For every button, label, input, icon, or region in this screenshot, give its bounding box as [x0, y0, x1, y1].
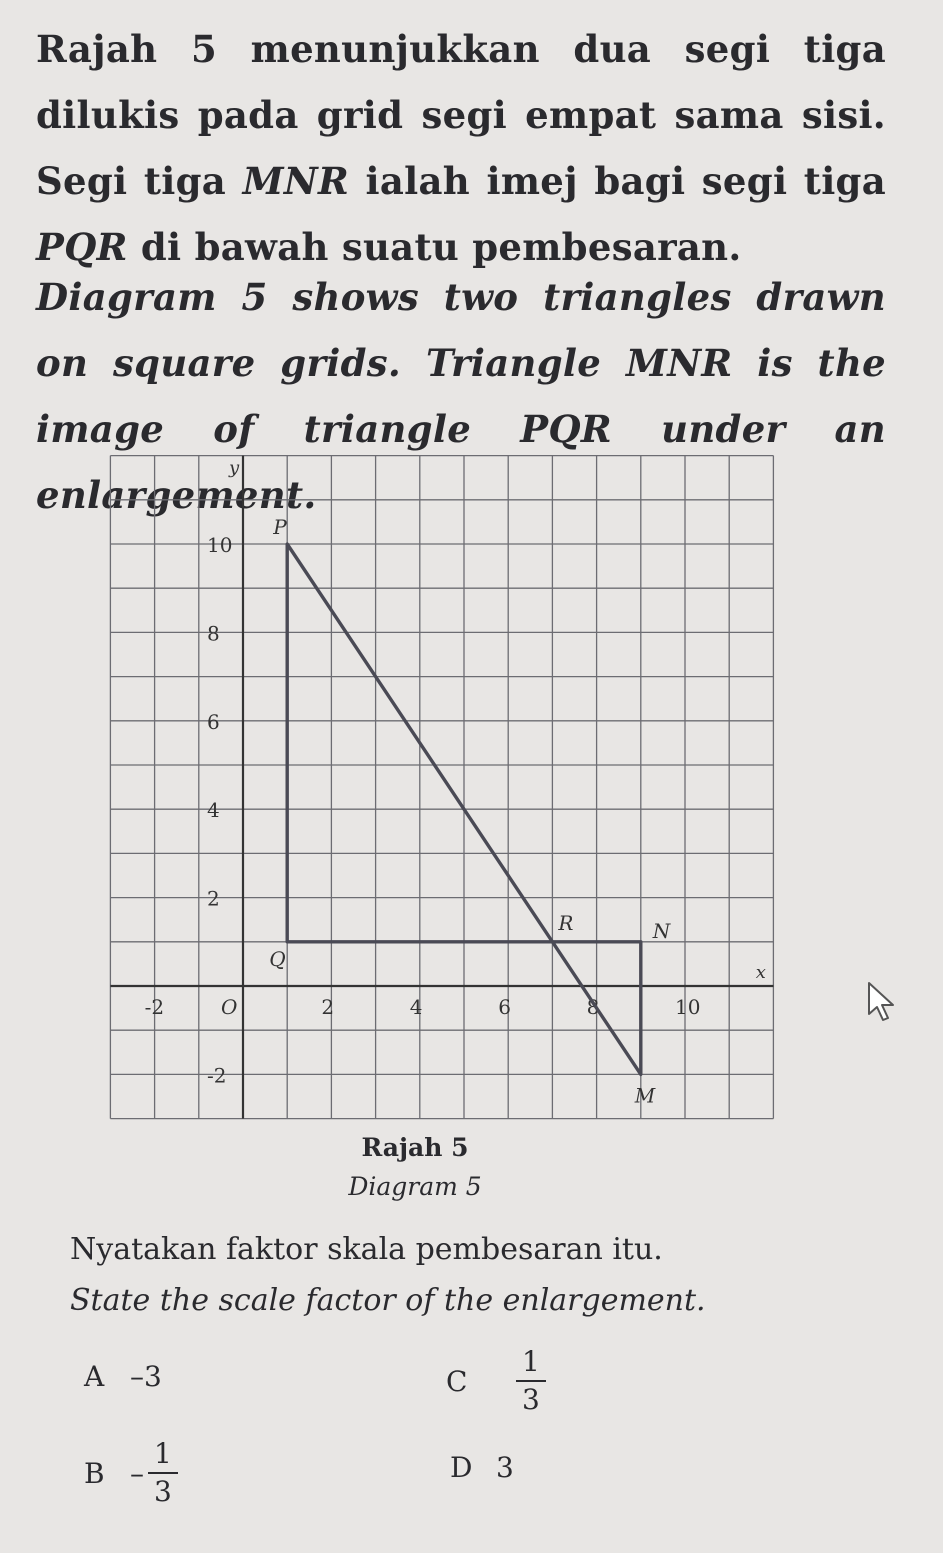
option-b-numerator: 1 — [148, 1440, 178, 1474]
option-c-numerator: 1 — [516, 1348, 546, 1382]
y-tick-label: -2 — [207, 1063, 227, 1088]
vertex-label-n: N — [652, 918, 671, 943]
y-axis-label: y — [229, 457, 240, 479]
intro-malay — [36, 16, 886, 280]
option-c[interactable] — [446, 1345, 546, 1416]
option-d[interactable] — [450, 1451, 514, 1484]
x-tick-label: 6 — [498, 995, 511, 1019]
x-tick-label: 2 — [321, 995, 335, 1019]
option-b[interactable] — [84, 1437, 178, 1508]
origin-label: O — [221, 995, 238, 1019]
x-tick-label: 8 — [586, 995, 600, 1019]
option-d-value: 3 — [496, 1451, 514, 1484]
triangle-label-mnr: MNR — [242, 159, 350, 203]
x-axis-label: x — [755, 962, 766, 983]
intro-english: Diagram 5 shows two triangles drawn on square grids. Triangle MNR is the image of triangle PQR under an enlargement. — [36, 275, 886, 517]
option-b-denominator: 3 — [154, 1475, 172, 1508]
vertex-label-q: Q — [269, 946, 286, 971]
y-tick-label: 2 — [207, 886, 220, 911]
option-a[interactable] — [84, 1360, 162, 1393]
x-tick-label: 10 — [675, 995, 701, 1019]
y-tick-label: 6 — [207, 709, 220, 734]
intro-malay-part-1: Rajah 5 menunjukkan dua segi tiga dilukis pada grid segi empat sama sisi. Segi tiga — [36, 27, 886, 203]
prompt-malay: Nyatakan faktor skala pembesaran itu. — [70, 1232, 663, 1267]
vertex-label-m: M — [634, 1083, 656, 1108]
intro-malay-part-2: ialah imej bagi segi tiga — [349, 159, 886, 203]
option-b-fraction — [148, 1437, 178, 1508]
option-c-denominator: 3 — [522, 1383, 540, 1416]
x-tick-label: 4 — [409, 995, 423, 1019]
caption-english: Diagram 5 — [348, 1172, 482, 1201]
option-c-fraction — [516, 1345, 546, 1416]
vertex-label-r: R — [558, 910, 574, 935]
y-tick-label: 10 — [207, 533, 233, 557]
option-b-letter: B — [84, 1456, 105, 1490]
triangle-label-pqr: PQR — [36, 225, 128, 269]
option-b-sign: – — [130, 1456, 144, 1490]
mouse-cursor-icon — [866, 980, 906, 1030]
vertex-label-p: P — [273, 515, 287, 539]
y-tick-label: 8 — [207, 621, 220, 646]
option-a-letter: A — [84, 1360, 105, 1393]
x-tick-label: -2 — [144, 995, 165, 1019]
intro-malay-part-3: di bawah suatu pembesaran. — [127, 225, 742, 269]
y-tick-label: 4 — [207, 798, 220, 823]
option-d-letter: D — [450, 1451, 473, 1484]
caption-malay: Rajah 5 — [361, 1133, 469, 1162]
option-c-letter: C — [446, 1364, 468, 1398]
prompt-english: State the scale factor of the enlargement. — [70, 1283, 706, 1318]
option-a-value: –3 — [130, 1360, 162, 1393]
diagram-5-grid — [0, 430, 943, 1120]
